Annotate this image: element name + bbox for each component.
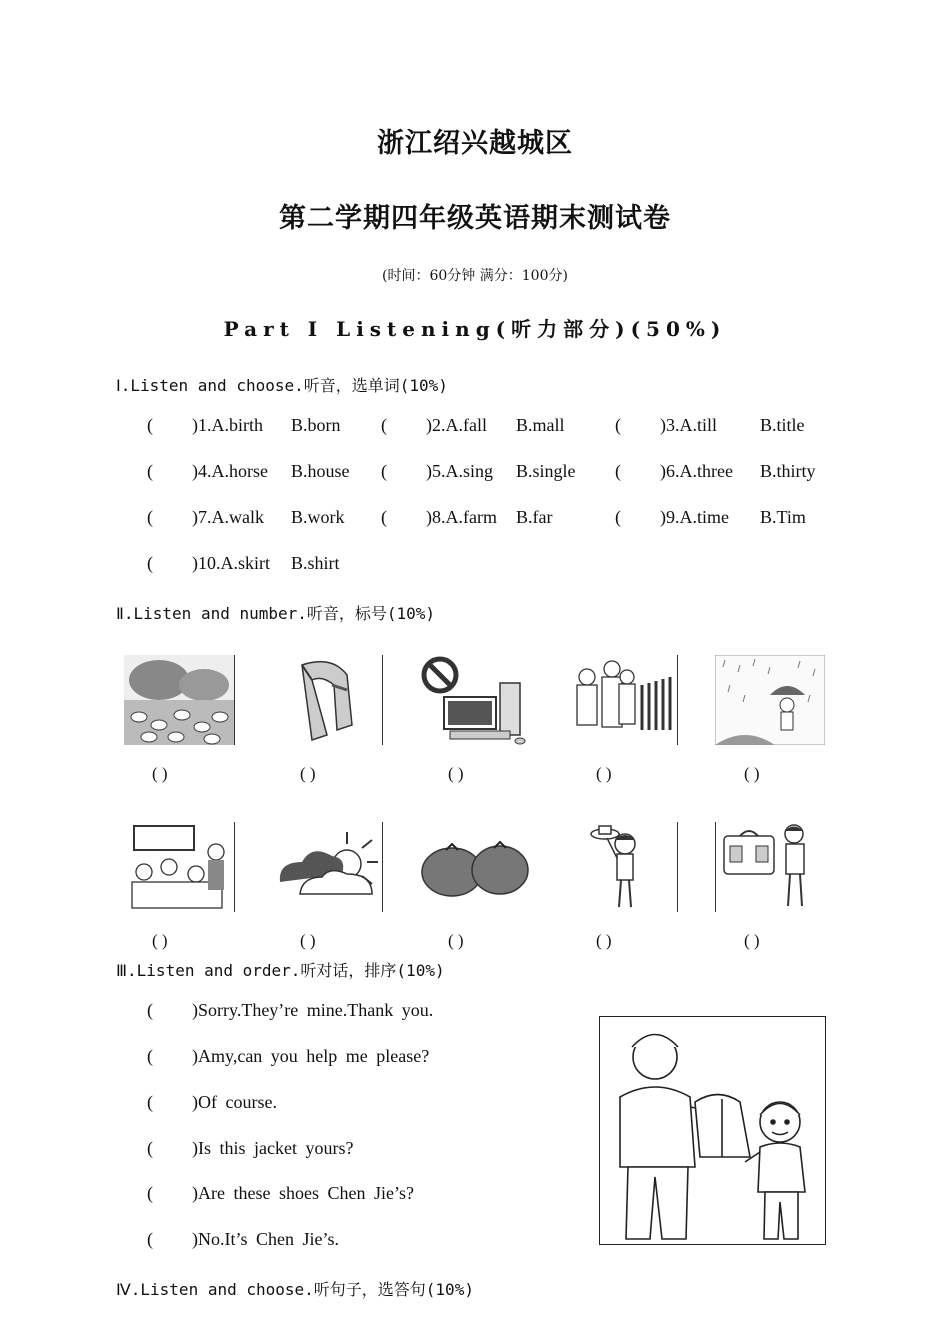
choice-item-a: )6.A.three xyxy=(660,461,733,481)
scarf-icon xyxy=(272,655,382,745)
dialogue-line: )Amy,can you help me please? xyxy=(192,1046,430,1066)
choice-item[interactable]: ( xyxy=(147,507,153,527)
choice-item-b: B.work xyxy=(291,507,345,527)
answer-blank[interactable]: ( ) xyxy=(152,764,168,783)
choice-item-b: B.thirty xyxy=(760,461,816,481)
tomatoes-icon xyxy=(420,822,532,912)
choice-item[interactable]: ( xyxy=(615,415,621,435)
section1-heading: Ⅰ.Listen and choose.听音，选单词(10%) xyxy=(116,376,448,395)
choice-item[interactable]: ( xyxy=(381,461,387,481)
picture-jacket-dialogue xyxy=(599,1016,826,1245)
choice-item-b: B.far xyxy=(516,507,553,527)
dialogue-line: )Sorry.They’re mine.Thank you. xyxy=(192,1000,434,1020)
cloudy-sun-icon xyxy=(272,822,382,912)
order-blank[interactable]: ( xyxy=(147,1000,153,1020)
picture-boy-schoolbag xyxy=(715,822,826,912)
answer-blank[interactable]: ( ) xyxy=(300,931,316,950)
clothes-shopping-icon xyxy=(567,655,677,745)
choice-item-a: )5.A.sing xyxy=(426,461,493,481)
order-blank[interactable]: ( xyxy=(147,1092,153,1112)
choice-item-a: )8.A.farm xyxy=(426,507,497,527)
picture-tomatoes xyxy=(420,822,532,912)
answer-blank[interactable]: ( ) xyxy=(744,764,760,783)
picture-cloudy-sun xyxy=(272,822,383,912)
picture-boy-hat xyxy=(567,822,678,912)
choice-item[interactable]: ( xyxy=(615,507,621,527)
answer-blank[interactable]: ( ) xyxy=(596,931,612,950)
exam-title-line2: 第二学期四年级英语期末测试卷 xyxy=(279,203,671,234)
classroom-icon xyxy=(124,822,234,912)
boy-hat-icon xyxy=(567,822,677,912)
choice-item-a: )1.A.birth xyxy=(192,415,263,435)
order-blank[interactable]: ( xyxy=(147,1138,153,1158)
answer-blank[interactable]: ( ) xyxy=(448,931,464,950)
choice-item[interactable]: ( xyxy=(381,507,387,527)
choice-item[interactable]: ( xyxy=(147,415,153,435)
answer-blank[interactable]: ( ) xyxy=(744,931,760,950)
choice-item-a: )3.A.till xyxy=(660,415,717,435)
choice-item-b: B.Tim xyxy=(760,507,806,527)
exam-title-line1: 浙江绍兴越城区 xyxy=(377,128,573,159)
picture-clothes-shopping xyxy=(567,655,678,745)
choice-item-a: )9.A.time xyxy=(660,507,729,527)
dialogue-line: )No.It’s Chen Jie’s. xyxy=(192,1229,339,1249)
order-blank[interactable]: ( xyxy=(147,1183,153,1203)
exam-time-score: (时间：60分钟 满分：100分) xyxy=(382,268,568,284)
choice-item-a: )4.A.horse xyxy=(192,461,268,481)
man-boy-jacket-icon xyxy=(600,1017,825,1244)
part1-title: Part I Listening(听力部分)(50%) xyxy=(223,317,727,341)
section2-heading: Ⅱ.Listen and number.听音，标号(10%) xyxy=(116,604,436,623)
choice-item-a: )2.A.fall xyxy=(426,415,487,435)
choice-item-b: B.shirt xyxy=(291,553,340,573)
choice-item[interactable]: ( xyxy=(147,461,153,481)
sheep-field-icon xyxy=(124,655,234,745)
answer-blank[interactable]: ( ) xyxy=(300,764,316,783)
choice-item-a: )10.A.skirt xyxy=(192,553,270,573)
section3-heading: Ⅲ.Listen and order.听对话，排序(10%) xyxy=(116,961,445,980)
picture-no-computer xyxy=(420,655,532,745)
choice-item-b: B.mall xyxy=(516,415,565,435)
order-blank[interactable]: ( xyxy=(147,1229,153,1249)
picture-scarf xyxy=(272,655,383,745)
choice-item[interactable]: ( xyxy=(381,415,387,435)
dialogue-line: )Of course. xyxy=(192,1092,277,1112)
choice-item-b: B.single xyxy=(516,461,576,481)
boy-schoolbag-icon xyxy=(716,822,826,912)
choice-item-a: )7.A.walk xyxy=(192,507,264,527)
dialogue-line: )Is this jacket yours? xyxy=(192,1138,354,1158)
choice-item[interactable]: ( xyxy=(615,461,621,481)
rainy-boy-icon xyxy=(715,655,825,745)
answer-blank[interactable]: ( ) xyxy=(152,931,168,950)
answer-blank[interactable]: ( ) xyxy=(596,764,612,783)
choice-item-b: B.title xyxy=(760,415,805,435)
no-computer-icon xyxy=(420,655,532,745)
picture-rainy-boy xyxy=(715,655,825,745)
picture-sheep-field xyxy=(124,655,235,745)
answer-blank[interactable]: ( ) xyxy=(448,764,464,783)
order-blank[interactable]: ( xyxy=(147,1046,153,1066)
dialogue-line: )Are these shoes Chen Jie’s? xyxy=(192,1183,414,1203)
choice-item-b: B.born xyxy=(291,415,341,435)
picture-classroom xyxy=(124,822,235,912)
choice-item-b: B.house xyxy=(291,461,350,481)
choice-item[interactable]: ( xyxy=(147,553,153,573)
section4-heading: Ⅳ.Listen and choose.听句子，选答句(10%) xyxy=(116,1280,474,1299)
